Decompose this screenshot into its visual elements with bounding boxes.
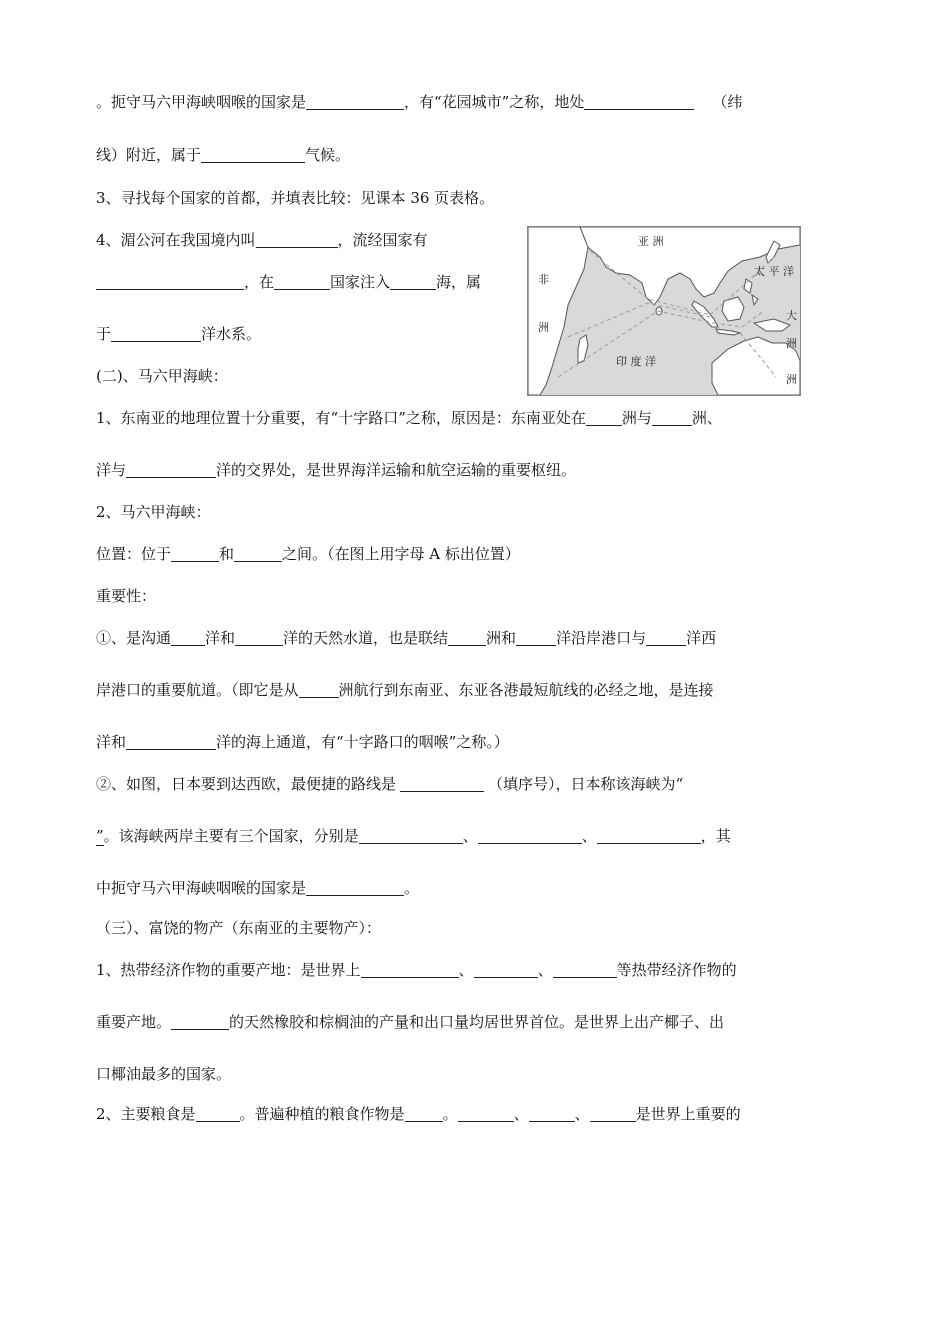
text: （三）、富饶的物产（东南亚的主要物产）： — [96, 919, 382, 937]
blank[interactable] — [306, 880, 404, 896]
text-line-position — [96, 544, 520, 564]
text-line-p1 — [96, 408, 722, 428]
blank[interactable] — [646, 630, 686, 646]
map-label-asia: 亚 洲 — [638, 235, 664, 248]
blank[interactable] — [448, 630, 486, 646]
text: 等热带经济作物的 — [616, 961, 737, 979]
text: 之间。（在图上用字母 A 标出位置） — [282, 545, 520, 563]
text: 。普遍种植的粮食作物是 — [239, 1105, 405, 1123]
text-line-i1 — [96, 628, 716, 648]
map-label-oceania-1: 大 — [786, 309, 797, 322]
text-line-r1 — [96, 960, 737, 980]
text: ②、如图，日本要到达西欧，最便捷的路线是 — [96, 775, 397, 793]
madagascar-island — [578, 335, 588, 363]
blank[interactable] — [400, 776, 484, 792]
text: 洋与 — [96, 461, 127, 479]
blank[interactable] — [171, 546, 219, 562]
text: ，流经国家有 — [337, 231, 428, 249]
blank[interactable] — [111, 326, 201, 342]
text: 、 — [581, 827, 597, 845]
blank[interactable] — [234, 546, 282, 562]
blank[interactable] — [458, 1106, 514, 1122]
text: 国家注入 — [330, 273, 391, 291]
blank[interactable] — [474, 962, 538, 978]
text: 位置：位于 — [96, 545, 172, 563]
blank[interactable] — [171, 1014, 229, 1030]
blank[interactable] — [590, 1106, 636, 1122]
text: 于 — [96, 325, 112, 343]
text: 2、主要粮食是 — [96, 1105, 196, 1123]
borneo-island — [722, 297, 744, 321]
text: 1、热带经济作物的重要产地：是世界上 — [96, 961, 361, 979]
map-label-oceania-2: 洲 — [786, 337, 797, 350]
text-line-importance — [96, 586, 156, 606]
blank[interactable] — [306, 94, 404, 110]
text-line-p2 — [96, 502, 211, 522]
text: ，其 — [700, 827, 731, 845]
text: 洋和 — [205, 629, 236, 647]
text: 2、马六甲海峡： — [96, 503, 211, 521]
map-label-pacific: 太 平 洋 — [754, 265, 794, 278]
java-island — [716, 329, 740, 335]
map-figure — [527, 226, 801, 396]
text: 的天然橡胶和棕榈油的产量和出口量均居世界首位。是世界上出产椰子、出 — [229, 1013, 725, 1031]
text: 和 — [219, 545, 235, 563]
blank[interactable] — [553, 962, 617, 978]
text: 洋的交界处，是世界海洋运输和航空运输的重要枢纽。 — [216, 461, 577, 479]
africa-landmass — [528, 227, 588, 395]
section-heading-2 — [96, 366, 228, 386]
text: 重要性： — [96, 587, 157, 605]
text-line-i1c — [96, 732, 509, 752]
text-line-r1c — [96, 1064, 231, 1084]
text: 气候。 — [305, 146, 351, 164]
philippines-islands — [744, 279, 758, 305]
section-heading-3 — [96, 918, 381, 938]
text: 3、寻找每个国家的首都，并填表比较：见课本 36 页表格。 — [96, 189, 495, 207]
map-label-africa-2: 洲 — [538, 321, 549, 334]
map-label-indian-ocean: 印 度 洋 — [616, 355, 656, 368]
map-label-oceania-3: 洲 — [786, 373, 797, 386]
blank[interactable] — [126, 734, 216, 750]
text: 、 — [513, 1105, 529, 1123]
text: ，有“花园城市”之称，地处 — [404, 93, 585, 111]
blank[interactable] — [96, 274, 244, 290]
blank[interactable] — [171, 630, 205, 646]
text: 洋沿岸港口与 — [556, 629, 647, 647]
text: 洲和 — [486, 629, 517, 647]
text: 洋西 — [686, 629, 717, 647]
map-svg — [528, 227, 800, 395]
text-line-r2 — [96, 1104, 741, 1124]
blank[interactable] — [274, 274, 330, 290]
blank[interactable] — [359, 828, 463, 844]
text-line-i1b — [96, 680, 714, 700]
text: 1、东南亚的地理位置十分重要，有“十字路口”之称，原因是：东南亚处在 — [96, 409, 586, 427]
blank[interactable] — [390, 274, 436, 290]
text: 中扼守马六甲海峡咽喉的国家是 — [96, 879, 307, 897]
blank[interactable] — [478, 828, 582, 844]
text: 。 — [404, 879, 420, 897]
text: 口椰油最多的国家。 — [96, 1065, 232, 1083]
blank[interactable] — [652, 410, 692, 426]
text: 4、湄公河在我国境内叫 — [96, 231, 256, 249]
text: ，在 — [244, 273, 275, 291]
text: 洋的海上通道，有“十字路口的咽喉”之称。） — [216, 733, 509, 751]
text: ” — [96, 827, 104, 845]
text: （纬 — [712, 93, 743, 111]
blank[interactable] — [584, 94, 694, 110]
text-line-3 — [96, 188, 494, 208]
blank[interactable] — [201, 147, 305, 163]
text: 、 — [462, 827, 478, 845]
blank[interactable] — [361, 962, 459, 978]
text: 线）附近，属于 — [96, 146, 202, 164]
text: ①、是沟通 — [96, 629, 172, 647]
text: (二)、马六甲海峡： — [96, 367, 228, 385]
blank[interactable] — [299, 682, 339, 698]
text-line-1 — [96, 92, 742, 112]
text-line-p1b — [96, 460, 576, 480]
blank[interactable] — [196, 1106, 240, 1122]
text-line-r1b — [96, 1012, 724, 1032]
text: 洲与 — [621, 409, 652, 427]
text: 洲航行到东南亚、东亚各港最短航线的必经之地，是连接 — [338, 681, 714, 699]
text: 。扼守马六甲海峡咽喉的国家是 — [96, 93, 307, 111]
text-line-6 — [96, 324, 261, 344]
blank[interactable] — [529, 1106, 575, 1122]
blank[interactable] — [597, 828, 701, 844]
text: 。 — [442, 1105, 458, 1123]
text: 海，属 — [436, 273, 482, 291]
text-line-4 — [96, 230, 428, 250]
text: 洋水系。 — [201, 325, 262, 343]
map-label-africa-1: 非 — [538, 273, 549, 286]
text: 重要产地。 — [96, 1013, 172, 1031]
text-line-i2b — [96, 826, 731, 846]
blank[interactable] — [256, 232, 338, 248]
text: 、 — [574, 1105, 590, 1123]
text: 岸港口的重要航道。（即它是从 — [96, 681, 299, 699]
text: 、 — [458, 961, 474, 979]
blank[interactable] — [516, 630, 556, 646]
text: 洋的天然水道，也是联结 — [283, 629, 449, 647]
text: 洋和 — [96, 733, 127, 751]
blank[interactable] — [405, 1106, 443, 1122]
text-line-5 — [96, 272, 481, 292]
text: （填序号），日本称该海峡为“ — [488, 775, 684, 793]
blank[interactable] — [126, 462, 216, 478]
blank[interactable] — [235, 630, 283, 646]
text-line-2 — [96, 145, 350, 165]
text: 洲、 — [691, 409, 722, 427]
text-line-i2c — [96, 878, 419, 898]
text: 是世界上重要的 — [635, 1105, 741, 1123]
blank[interactable] — [586, 410, 622, 426]
text-line-i2 — [96, 774, 683, 794]
text: 。该海峡两岸主要有三个国家，分别是 — [103, 827, 359, 845]
text: 、 — [537, 961, 553, 979]
new-guinea-island — [754, 319, 790, 331]
